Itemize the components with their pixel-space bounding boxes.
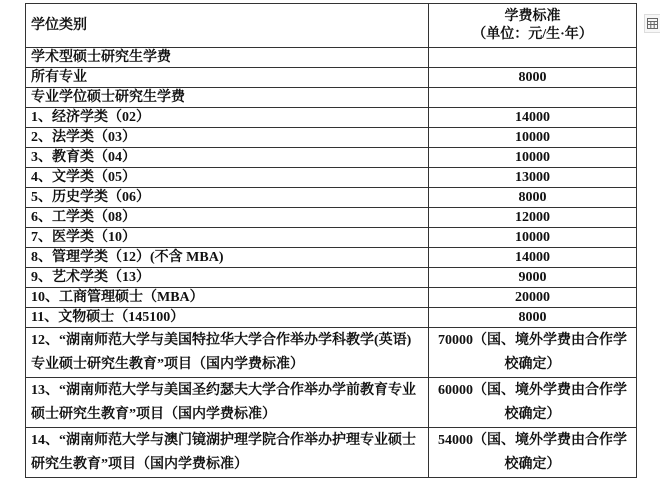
row-label: 11、文物硕士（145100） [26,308,429,328]
row-fee: 8000 [429,68,637,88]
row-label: 4、文学类（05） [26,168,429,188]
table-row [26,268,637,288]
row-label: 7、医学类（10） [26,228,429,248]
program-fee: 70000（国、境外学费由合作学校确定） [429,328,637,378]
table-row [26,208,637,228]
table-row [26,108,637,128]
header-fee-standard [429,4,637,48]
table-row [26,168,637,188]
row-fee: 9000 [429,268,637,288]
program-row [26,328,637,378]
row-label: 10、工商管理硕士（MBA） [26,288,429,308]
row-fee: 10000 [429,148,637,168]
row-fee [429,88,637,108]
table-row [26,48,637,68]
row-fee: 8000 [429,308,637,328]
row-label: 3、教育类（04） [26,148,429,168]
row-label: 1、经济学类（02） [26,108,429,128]
row-fee: 14000 [429,248,637,268]
row-label: 6、工学类（08） [26,208,429,228]
row-fee: 8000 [429,188,637,208]
tuition-table [25,3,637,478]
row-label: 学术型硕士研究生学费 [26,48,429,68]
table-row [26,228,637,248]
row-label: 专业学位硕士研究生学费 [26,88,429,108]
row-fee: 13000 [429,168,637,188]
row-fee: 14000 [429,108,637,128]
row-fee: 12000 [429,208,637,228]
header-fee-title: 学费标准 [504,8,561,24]
table-row [26,188,637,208]
program-row [26,378,637,428]
program-row [26,428,637,478]
table-row [26,88,637,108]
table-row [26,288,637,308]
program-label: 13、“湖南师范大学与美国圣约瑟夫大学合作举办学前教育专业硕士研究生教育”项目（国内学费标准） [26,378,429,428]
row-label: 8、管理学类（12）(不含 MBA) [26,248,429,268]
table-row [26,308,637,328]
table-row [26,128,637,148]
table-row [26,248,637,268]
program-fee: 54000（国、境外学费由合作学校确定） [429,428,637,478]
program-label: 12、“湖南师范大学与美国特拉华大学合作举办学科教学(英语)专业硕士研究生教育”项目（国内学费标准） [26,328,429,378]
table-header [26,4,637,48]
row-fee: 10000 [429,128,637,148]
row-fee: 10000 [429,228,637,248]
grid-icon [647,18,658,29]
row-label: 2、法学类（03） [26,128,429,148]
table-row [26,148,637,168]
header-degree-category: 学位类别 [26,4,429,48]
program-label: 14、“湖南师范大学与澳门镜湖护理学院合作举办护理专业硕士研究生教育”项目（国内学费标准） [26,428,429,478]
row-label: 5、历史学类（06） [26,188,429,208]
row-fee: 20000 [429,288,637,308]
header-fee-unit: （单位：元/生·年） [472,26,593,42]
table-tool-icon[interactable] [644,14,660,33]
row-label: 9、艺术学类（13） [26,268,429,288]
row-fee [429,48,637,68]
program-fee: 60000（国、境外学费由合作学校确定） [429,378,637,428]
table-row [26,68,637,88]
row-label: 所有专业 [26,68,429,88]
